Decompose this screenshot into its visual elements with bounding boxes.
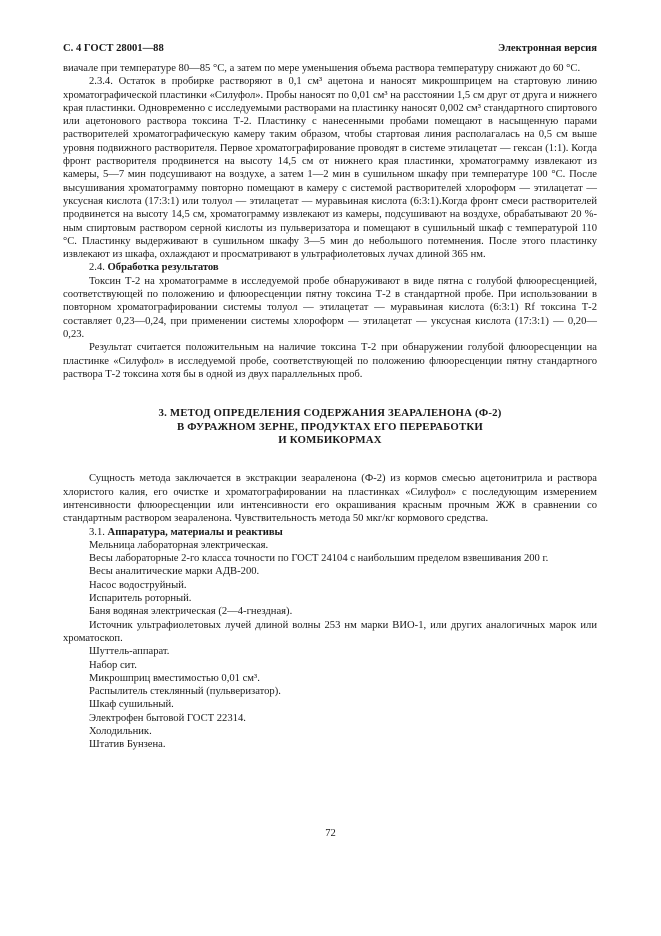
list-item: Источник ультрафиолетовых лучей длиной волны 253 нм марки ВИО-1, или других аналогичных марок или хроматоскоп. xyxy=(63,619,597,644)
subsection-3-1-heading xyxy=(63,526,597,539)
paragraph: виачале при температуре 80—85 °С, а затем по мере уменьшения объема раствора температуру снижают до 60 °С. xyxy=(63,63,581,74)
list-item: Испаритель роторный. xyxy=(89,593,192,605)
header-standard-ref: С. 4 ГОСТ 28001—88 xyxy=(63,43,164,54)
list-item: Штатив Бунзена. xyxy=(89,739,166,751)
section-heading-line: 3. МЕТОД ОПРЕДЕЛЕНИЯ СОДЕРЖАНИЯ ЗЕАРАЛЕНОНА (Ф-2) xyxy=(158,407,502,420)
list-item: Холодильник. xyxy=(89,725,152,737)
subsection-2-4-heading xyxy=(63,261,597,274)
list-item: Шуттель-аппарат. xyxy=(89,646,170,658)
subsection-title: Обработка результатов xyxy=(107,262,219,274)
subsection-number: 2.4. xyxy=(89,262,105,274)
list-item: Насос водоструйный. xyxy=(89,579,187,591)
list-item: Баня водяная электрическая (2—4-гнездная). xyxy=(89,606,293,618)
section-heading-line: И КОМБИКОРМАХ xyxy=(278,433,382,446)
subsection-title: Аппаратура, материалы и реактивы xyxy=(107,526,283,538)
subsection-number: 3.1. xyxy=(89,526,105,538)
section-heading-line: В ФУРАЖНОМ ЗЕРНЕ, ПРОДУКТАХ ЕГО ПЕРЕРАБОТКИ xyxy=(177,420,483,433)
paragraph-result-criteria: Результат считается положительным на наличие токсина Т-2 при обнаружении голубой флюоресценции на пластинке «Силуфол» в исследуемой пробе, соответствующей по положению флюоресценции пятну стандартного раствора Т-2 токсина хотя бы в одной из двух параллельных проб. xyxy=(63,342,597,380)
paragraph-results: Токсин Т-2 на хроматограмме в исследуемой пробе обнаруживают в виде пятна с голубой флюоресценцией, соответствующей по положению и флюоресценции пятну токсина Т-2 в стандартной пробе. При использовании в повторном хроматографировании системы толуол — этилацетат — муравьиная кислота (6:3:1) Rf токсина Т-2 составляет 0,23—0,24, при применении системы хлороформ — этилацетат — уксусная кислота (17:3:1) — 0,20—0,23. xyxy=(63,275,597,340)
equipment-list xyxy=(63,539,597,752)
list-item: Весы лабораторные 2-го класса точности по ГОСТ 24104 с наибольшим пределом взвешивания 200 г. xyxy=(89,553,549,565)
list-item: Распылитель стеклянный (пульверизатор). xyxy=(89,686,281,698)
section-3-heading xyxy=(63,407,597,447)
document-page xyxy=(63,42,597,752)
list-item: Весы аналитические марки АДВ-200. xyxy=(89,566,260,578)
paragraph-2-3-4: 2.3.4. Остаток в пробирке растворяют в 0,1 см³ ацетона и наносят микрошприцем на стартовую линию хроматографической пластинки «Силуфол». Пробы наносят по 0,01 см³ на расстоянии 1,5 см друг от друга и нижнего края пластинки. Одновременно с исследуемыми растворами на пластинку наносят 0,002 см³ стандартного спиртового или ацетонового раствора токсина Т-2. Пластинку с нанесенными пробами помещают в насыщенную парами растворителей хроматографическую камеру таким образом, чтобы стартовая линия располагалась на 0,5 см выше уровня подвижного растворителя. Первое хроматографирование проводят в системе этилацетат — гексан (1:1). Когда фронт растворителя продвинется на высоту 14,5 см от нижнего края пластинки, хроматограмму извлекают из камеры, 5—7 мин подсушивают на воздухе, а затем 1—2 мин в сушильном шкафу при температуре 100 °С. После высушивания хроматограмму повторно помещают в камеру с системой растворителей хлороформ — этилацетат — уксусная кислота (17:3:1) или толуол — этилацетат — муравьиная кислота (6:3:1).Когда фронт смеси растворителей продвинется на высоту 14,5 см, хроматограмму извлекают из камеры, подсушивают на воздухе, обрабатывают 20 %-ным спиртовым раствором серной кислоты из пульверизатора и помещают в сушильный шкаф с температурой 110 °С. Пластинку выдерживают в сушильном шкафу 3—5 мин до небольшого потемнения. После этого пластинку извлекают из шкафа, охлаждают и просматривают в ультрафиолетовых лучах длиной 365 нм. xyxy=(63,76,597,261)
page-header xyxy=(63,42,597,62)
list-item: Микрошприц вместимостью 0,01 см³. xyxy=(89,672,260,684)
page-number: 72 xyxy=(325,828,336,839)
header-version-label: Электронная версия xyxy=(497,43,597,54)
list-item: Мельница лабораторная электрическая. xyxy=(89,539,269,551)
list-item: Набор сит. xyxy=(89,659,137,671)
list-item: Электрофен бытовой ГОСТ 22314. xyxy=(89,712,246,724)
list-item: Шкаф сушильный. xyxy=(89,699,174,711)
paragraph-method-essence: Сущность метода заключается в экстракции зеараленона (Ф-2) из кормов смесью ацетонитрила и раствора хлористого калия, его очистке и хроматографировании на пластинках «Силуфол» с последующим измерением интенсивности флюоресценции или интенсивности его окрашивания красным прочным ЖЖ в сравнении со стандартным раствором зеараленона. Чувствительность метода 50 мкг/кг кормового средства. xyxy=(63,473,597,525)
